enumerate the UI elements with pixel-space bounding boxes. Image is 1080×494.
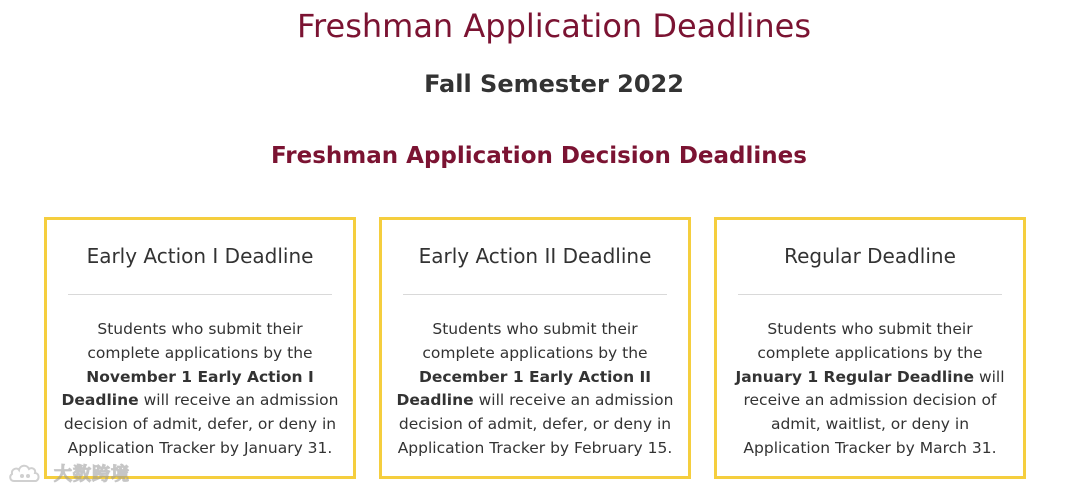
semester-subtitle: Fall Semester 2022 bbox=[424, 70, 684, 98]
card-divider bbox=[738, 294, 1002, 295]
card-deadline-bold: January 1 Regular Deadline bbox=[735, 367, 975, 386]
deadline-card-early-action-1 bbox=[44, 217, 356, 479]
card-title: Early Action I Deadline bbox=[86, 244, 314, 268]
cloud-logo-icon bbox=[8, 461, 48, 485]
card-title: Early Action II Deadline bbox=[418, 244, 652, 268]
card-description bbox=[731, 318, 1009, 461]
card-text-before: Students who submit their complete applications by the bbox=[757, 320, 983, 362]
card-text-after: will receive an admission decision of admit, defer, or deny in Application Tracker by January 31. bbox=[63, 391, 339, 457]
card-deadline-bold: November 1 Early Action I Deadline bbox=[61, 367, 314, 410]
deadline-card-regular bbox=[714, 217, 1026, 479]
section-title: Freshman Application Decision Deadlines bbox=[271, 143, 807, 169]
deadline-card-early-action-2 bbox=[379, 217, 691, 479]
card-description bbox=[396, 318, 674, 461]
card-text-before: Students who submit their complete applications by the bbox=[422, 320, 648, 362]
card-text-after: will receive an admission decision of admit, defer, or deny in Application Tracker by February 15. bbox=[397, 391, 674, 457]
watermark bbox=[8, 459, 130, 487]
page-title: Freshman Application Deadlines bbox=[296, 7, 812, 45]
card-divider bbox=[403, 294, 667, 295]
card-deadline-bold: December 1 Early Action II Deadline bbox=[396, 367, 652, 410]
card-text-after: will receive an admission decision of admit, waitlist, or deny in Application Tracker by March 31. bbox=[743, 367, 1005, 457]
card-divider bbox=[68, 294, 332, 295]
watermark-text: 大数跨境 bbox=[54, 464, 130, 485]
card-description bbox=[61, 318, 339, 461]
card-title: Regular Deadline bbox=[784, 244, 956, 268]
card-text-before: Students who submit their complete applications by the bbox=[87, 320, 313, 362]
